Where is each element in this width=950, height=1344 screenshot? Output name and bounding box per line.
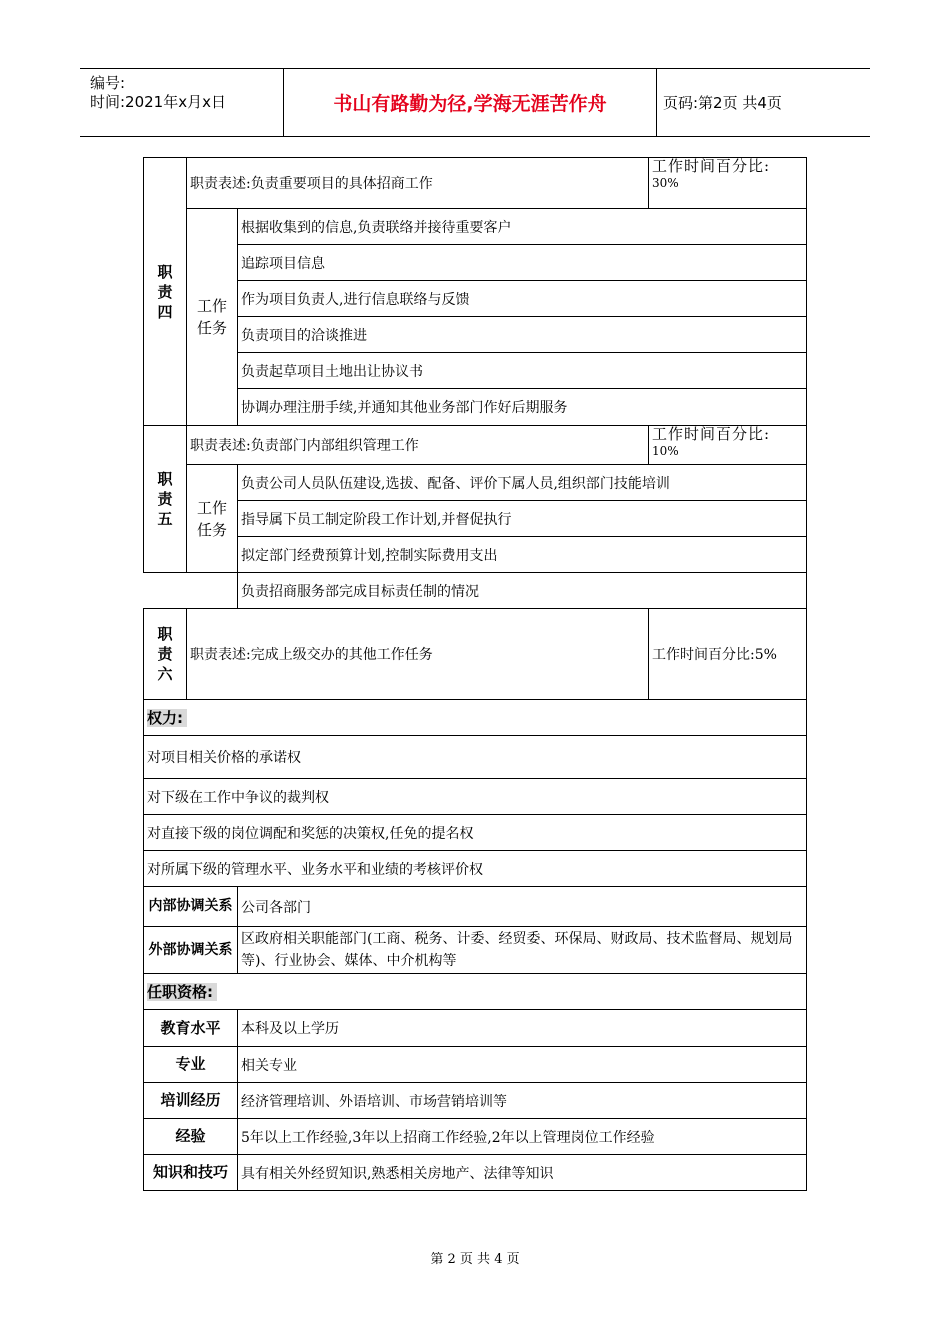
duty6-desc: 职责表述:完成上级交办的其他工作任务 [187,609,649,700]
skills-value: 具有相关外经贸知识,熟悉相关房地产、法律等知识 [238,1155,807,1191]
number-label: 编号: [90,74,126,92]
duty4-percent-label: 工作时间百分比: [652,157,771,175]
table-row [144,501,807,537]
duty5-title: 职 责 五 [144,426,187,573]
duty4-title: 职 责 四 [144,158,187,426]
duty5-task-2: 指导属下员工制定阶段工作计划,并督促执行 [238,501,807,537]
power-item-2: 对下级在工作中争议的裁判权 [144,779,807,815]
table-row [144,389,807,426]
internal-relations-label: 内部协调关系 [144,887,238,927]
table-row [144,851,807,887]
internal-relations-value: 公司各部门 [238,887,807,927]
table-row [144,537,807,573]
education-label: 教育水平 [144,1010,238,1047]
table-row [144,209,807,245]
duty5-percent-value: 10% [652,444,679,458]
duty6-percent: 工作时间百分比:5% [649,609,807,700]
duty6-title: 职 责 六 [144,609,187,700]
table-row [144,1010,807,1047]
duty5-percent [649,426,807,465]
duty4-desc-row [144,158,807,209]
power-item-1: 对项目相关价格的承诺权 [144,736,807,779]
table-row [144,317,807,353]
duty5-desc-row [144,426,807,465]
duty5-desc: 职责表述:负责部门内部组织管理工作 [187,426,649,465]
header-motto: 书山有路勤为径,学海无涯苦作舟 [283,69,657,136]
duty5-percent-label: 工作时间百分比: [652,425,771,443]
table-row [144,1119,807,1155]
table-row [144,815,807,851]
training-label: 培训经历 [144,1083,238,1119]
power-item-3: 对直接下级的岗位调配和奖惩的决策权,任免的提名权 [144,815,807,851]
duty4-task-label: 工作 任务 [187,209,238,426]
table-row [144,736,807,779]
external-relations-label: 外部协调关系 [144,927,238,974]
table-row [144,281,807,317]
table-row [144,573,807,609]
external-relations-row [144,927,807,974]
table-row [144,245,807,281]
external-relations-value: 区政府相关职能部门(工商、税务、计委、经贸委、环保局、财政局、技术监督局、规划局等)、行业协会、媒体、中介机构等 [238,927,807,974]
duty6-row [144,609,807,700]
duty5-task-3: 拟定部门经费预算计划,控制实际费用支出 [238,537,807,573]
major-label: 专业 [144,1047,238,1083]
duty4-task-3: 作为项目负责人,进行信息联络与反馈 [238,281,807,317]
training-value: 经济管理培训、外语培训、市场营销培训等 [238,1083,807,1119]
page-header [80,68,870,137]
table-row [144,1155,807,1191]
experience-value: 5年以上工作经验,3年以上招商工作经验,2年以上管理岗位工作经验 [238,1119,807,1155]
duty4-task-2: 追踪项目信息 [238,245,807,281]
duty4-task-1: 根据收集到的信息,负责联络并接待重要客户 [238,209,807,245]
job-description-table [143,157,807,1191]
header-page-info: 页码:第2页 共4页 [663,94,782,112]
powers-heading-row [144,700,807,736]
table-row [144,353,807,389]
duty5-task-1: 负责公司人员队伍建设,选拔、配备、评价下属人员,组织部门技能培训 [238,465,807,501]
duty4-percent [649,158,807,209]
header-meta [80,69,283,136]
duty5-task-label: 工作 任务 [187,465,238,573]
table-row [144,1083,807,1119]
duty4-task-4: 负责项目的洽谈推进 [238,317,807,353]
time-label: 时间:2021年x月x日 [90,93,226,111]
page-footer: 第 2 页 共 4 页 [430,1252,520,1267]
skills-label: 知识和技巧 [144,1155,238,1191]
qualifications-heading: 任职资格: [144,974,807,1010]
major-value: 相关专业 [238,1047,807,1083]
duty4-percent-value: 30% [652,176,679,190]
qualifications-heading-row [144,974,807,1010]
duty4-desc: 职责表述:负责重要项目的具体招商工作 [187,158,649,209]
education-value: 本科及以上学历 [238,1010,807,1047]
table-row [144,779,807,815]
experience-label: 经验 [144,1119,238,1155]
power-item-4: 对所属下级的管理水平、业务水平和业绩的考核评价权 [144,851,807,887]
duty4-task-5: 负责起草项目土地出让协议书 [238,353,807,389]
duty4-task-6: 协调办理注册手续,并通知其他业务部门作好后期服务 [238,389,807,426]
duty5-task-4: 负责招商服务部完成目标责任制的情况 [238,573,807,609]
internal-relations-row [144,887,807,927]
table-row [144,1047,807,1083]
table-row [144,465,807,501]
blank-cell [144,573,238,609]
powers-heading: 权力: [144,700,807,736]
